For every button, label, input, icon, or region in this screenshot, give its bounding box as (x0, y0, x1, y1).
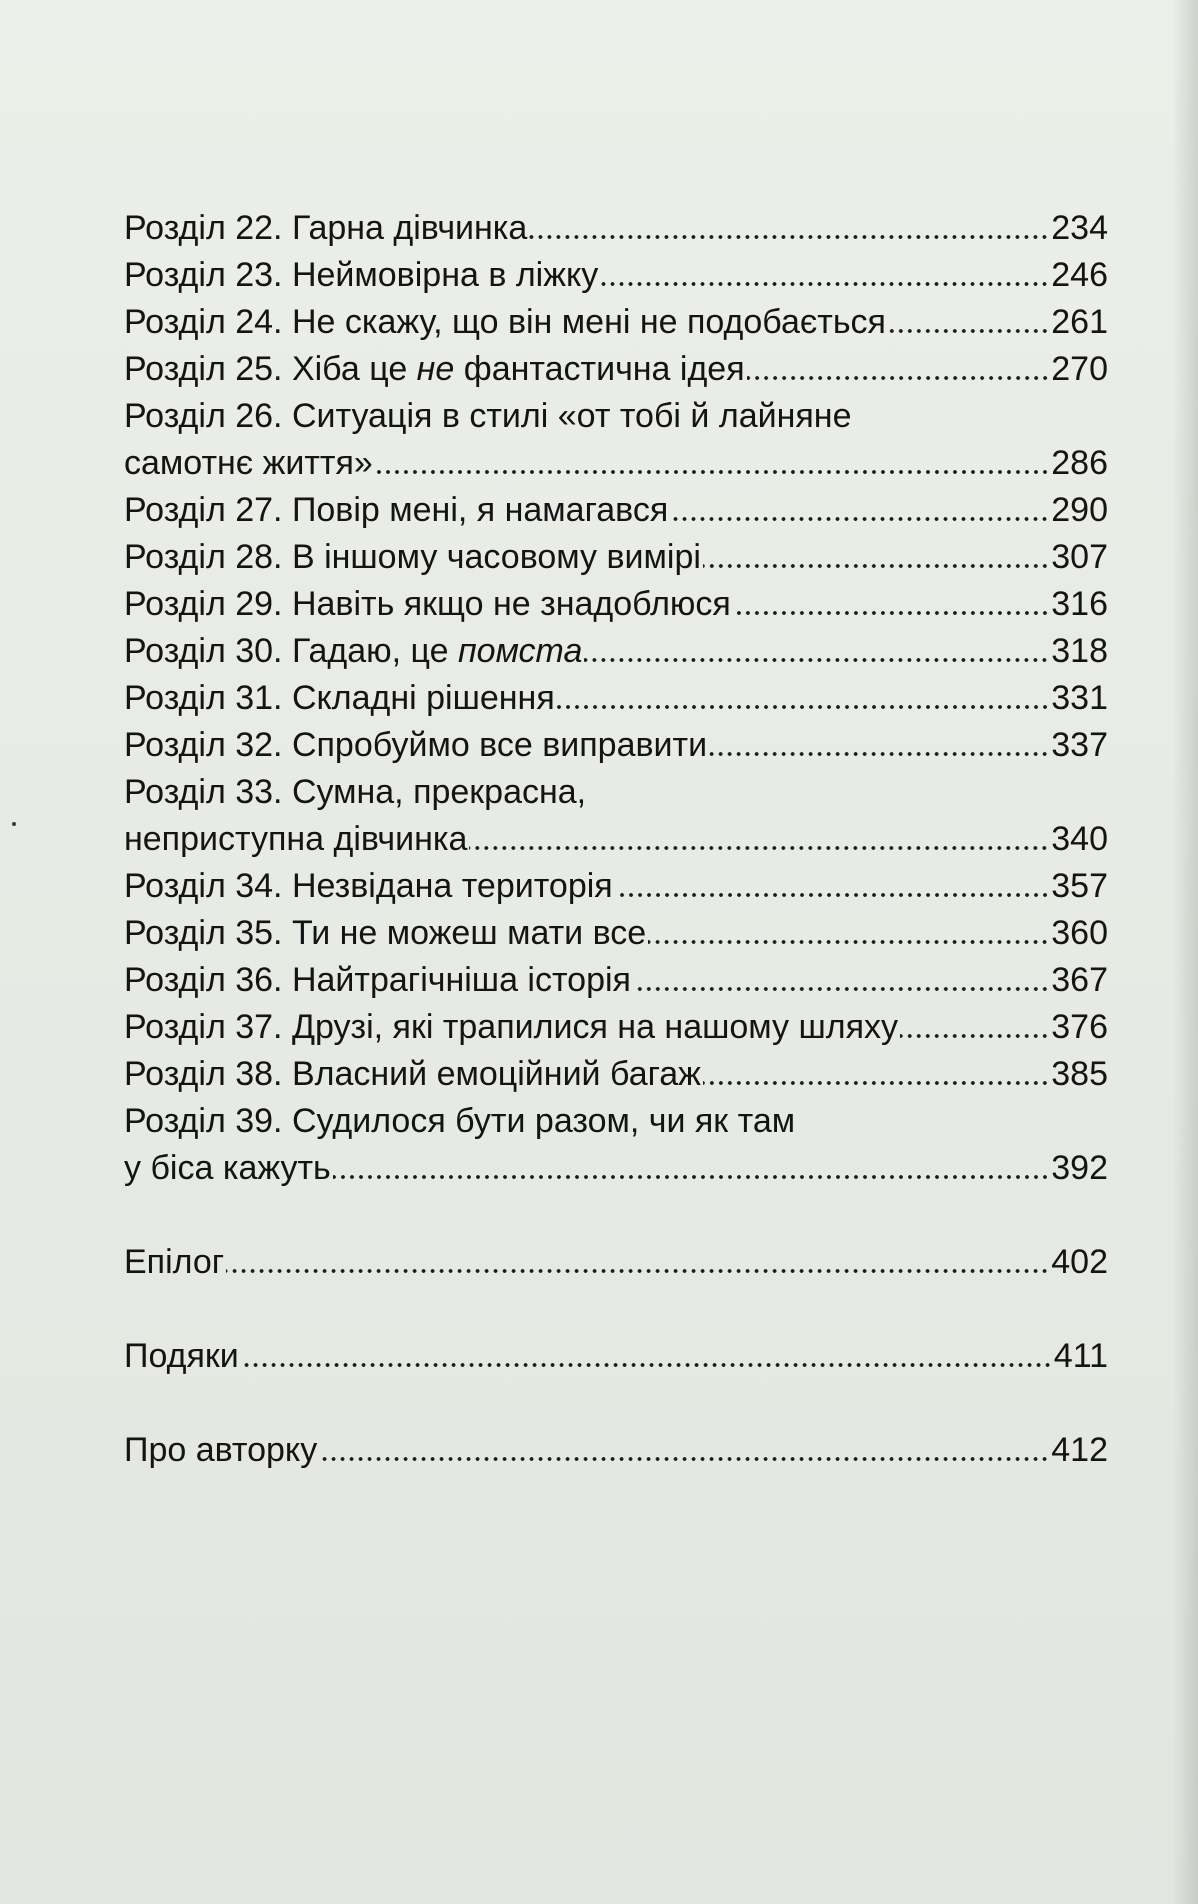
toc-page-number: 357 (1051, 867, 1108, 905)
toc-entry-chapter-27 (124, 487, 1108, 534)
toc-entry-title: Розділ 31. Складні рішення (124, 679, 555, 717)
section-gap (124, 1286, 1108, 1333)
toc-entry-epilogue (124, 1239, 1108, 1286)
section-gap (124, 1380, 1108, 1427)
toc-entry-title: Розділ 24. Не скажу, що він мені не подобається (124, 303, 886, 341)
toc-entry-title: Розділ 36. Найтрагічніша історія (124, 961, 631, 999)
toc-entry-title (124, 628, 582, 675)
toc-page-number: 261 (1051, 303, 1108, 341)
dot-leader (709, 752, 1049, 756)
dot-leader (333, 1175, 1049, 1179)
toc-entry-title: Епілог (124, 1243, 225, 1281)
page-edge-shadow (1172, 0, 1198, 1904)
toc-page-number: 360 (1051, 914, 1108, 952)
toc-entry-title (124, 346, 745, 393)
toc-page-number: 286 (1051, 444, 1108, 482)
toc-page-number: 290 (1051, 491, 1108, 529)
toc-entry-chapter-37 (124, 1004, 1108, 1051)
dot-leader (703, 564, 1049, 568)
toc-entry-chapter-36 (124, 957, 1108, 1004)
toc-page-number: 385 (1051, 1055, 1108, 1093)
toc-page-number: 307 (1051, 538, 1108, 576)
toc-entry-chapter-33 (124, 769, 1108, 863)
toc-page-number: 392 (1051, 1149, 1108, 1187)
toc-entry-title: Розділ 35. Ти не можеш мати все (124, 914, 647, 952)
toc-page-number: 340 (1051, 820, 1108, 858)
toc-page-number: 411 (1053, 1337, 1108, 1375)
dot-leader (319, 1457, 1049, 1461)
toc-entry-title: Розділ 23. Неймовірна в ліжку (124, 256, 599, 294)
toc-page-number: 316 (1051, 585, 1108, 623)
toc-entry-chapter-24 (124, 299, 1108, 346)
toc-entry-title: Розділ 37. Друзі, які трапилися на нашому шляху (124, 1008, 899, 1046)
toc-page-number: 402 (1051, 1243, 1108, 1281)
toc-entry-chapter-29 (124, 581, 1108, 628)
toc-entry-title: Розділ 28. В іншому часовому вимірі (124, 538, 701, 576)
toc-entry-title: Розділ 33. Сумна, прекрасна, (124, 773, 587, 811)
toc-entry-title: Розділ 27. Повір мені, я намагався (124, 491, 669, 529)
toc-entry-title: Розділ 38. Власний емоційний багаж (124, 1055, 701, 1093)
dot-leader (529, 235, 1049, 239)
toc-entry-title: Розділ 32. Спробуймо все виправити (124, 726, 708, 764)
dust-speck (12, 822, 16, 826)
toc-entry-title: Розділ 22. Гарна дівчинка (124, 209, 528, 247)
toc-entry-chapter-25 (124, 346, 1108, 393)
toc-entry-chapter-22 (124, 205, 1108, 252)
toc-entry-acknowledgements (124, 1333, 1108, 1380)
dot-leader (670, 517, 1049, 521)
dot-leader (703, 1081, 1049, 1085)
toc-page-number: 367 (1051, 961, 1108, 999)
title-part: фантастична ідея (454, 350, 745, 388)
toc-entry-chapter-26 (124, 393, 1108, 487)
dot-leader (615, 893, 1050, 897)
toc-page-number: 270 (1051, 350, 1108, 388)
dot-leader (241, 1363, 1052, 1367)
dot-leader (733, 611, 1049, 615)
title-italic-part: не (416, 350, 455, 388)
dot-leader (600, 282, 1049, 286)
toc-page-number: 234 (1051, 209, 1108, 247)
toc-page-number: 337 (1051, 726, 1108, 764)
toc-page-number: 331 (1051, 679, 1108, 717)
toc-entry-title: Розділ 26. Ситуація в стилі «от тобі й лайняне (124, 397, 852, 435)
toc-entry-title-continued: у біса кажуть (124, 1149, 331, 1187)
toc-page-number: 412 (1051, 1431, 1108, 1469)
dot-leader (747, 376, 1050, 380)
toc-entry-chapter-35 (124, 910, 1108, 957)
toc-entry-title: Розділ 34. Незвідана територія (124, 867, 613, 905)
table-of-contents (124, 205, 1108, 1474)
toc-page-number: 246 (1051, 256, 1108, 294)
dot-leader (633, 987, 1049, 991)
toc-page-number: 376 (1051, 1008, 1108, 1046)
dot-leader (900, 1034, 1049, 1038)
toc-entry-chapter-32 (124, 722, 1108, 769)
section-gap (124, 1192, 1108, 1239)
toc-entry-chapter-38 (124, 1051, 1108, 1098)
dot-leader (648, 940, 1049, 944)
toc-entry-title: Розділ 39. Судилося бути разом, чи як там (124, 1102, 796, 1140)
toc-entry-title-continued: самотнє життя» (124, 444, 373, 482)
toc-entry-title: Про авторку (124, 1431, 318, 1469)
toc-entry-chapter-23 (124, 252, 1108, 299)
dot-leader (888, 329, 1049, 333)
dot-leader (557, 705, 1050, 709)
toc-entry-chapter-28 (124, 534, 1108, 581)
toc-entry-chapter-34 (124, 863, 1108, 910)
toc-entry-title: Подяки (124, 1337, 239, 1375)
toc-entry-title-continued: неприступна дівчинка (124, 820, 468, 858)
dot-leader (469, 846, 1049, 850)
title-italic-part: помста (457, 632, 583, 670)
toc-entry-about-author (124, 1427, 1108, 1474)
toc-page-number: 318 (1051, 632, 1108, 670)
dot-leader (375, 470, 1049, 474)
toc-entry-chapter-31 (124, 675, 1108, 722)
dot-leader (226, 1269, 1049, 1273)
title-part: Розділ 25. Хіба це (124, 350, 417, 388)
toc-entry-chapter-30 (124, 628, 1108, 675)
dot-leader (584, 658, 1049, 662)
toc-entry-title: Розділ 29. Навіть якщо не знадоблюся (124, 585, 731, 623)
toc-entry-chapter-39 (124, 1098, 1108, 1192)
title-part: Розділ 30. Гадаю, це (124, 632, 458, 670)
